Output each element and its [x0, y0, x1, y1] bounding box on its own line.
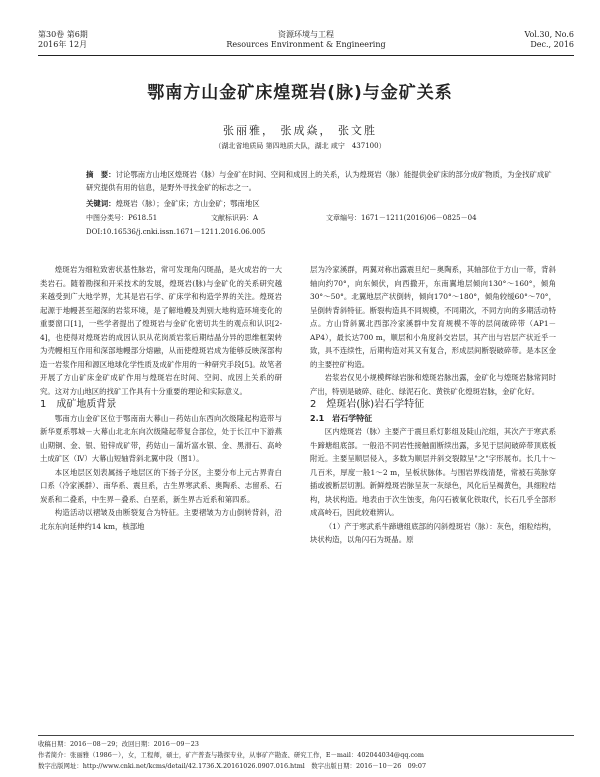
abstract [86, 168, 556, 194]
volume-issue-en: Vol.30, No.6 [524, 30, 574, 39]
author-bio: 作者简介：张丽雅（1986－），女，工程师，硕士，矿产普查与勘探专业，从事矿产勘查、研究工作，E－mail：402044034@qq.com [38, 751, 424, 759]
running-header [38, 28, 574, 54]
document-code: 文献标识码：A [211, 214, 259, 222]
journal-volume-en [524, 30, 574, 50]
subsection-2-1-heading: 2.1 岩石学特征 [310, 413, 373, 423]
volume-issue: 第30卷 第6期 [38, 30, 88, 39]
author-affiliation: （湖北省地质局 第四地质大队，湖北 咸宁 437100） [214, 142, 386, 150]
paragraph: 本区地层区划表属扬子地层区的下扬子分区，主要分布上元古界青白口系（冷家溪群）、南华系、震旦系，古生界寒武系、奥陶系、志留系、石炭系和二叠系，中生界－叠系、白垩系，新生界古近系和第四系。 [40, 467, 282, 504]
clc-number: 中图分类号：P618.51 [86, 214, 158, 222]
doi: DOI:10.16536/j.cnki.issn.1671－1211.2016.06.005 [86, 228, 266, 236]
left-column [40, 263, 282, 533]
journal-name-en: Resources Environment & Engineering [226, 40, 386, 49]
abstract-text: 讨论鄂南方山地区煌斑岩（脉）与金矿在时间、空间和成因上的关系，认为煌斑岩（脉）能提供金矿床的部分成矿物质，为金找矿成矿研究提供有用的信息，是野外寻找金矿的标志之一。 [86, 170, 552, 192]
paragraph: 层为冷家溪群，两翼对称出露震旦纪－奥陶系，其轴部位于方山一带，背斜轴向约70°，向东倾伏，向西撒开，东南翼地层倾向130°～160°，倾角30°～50°。北翼地层产状倒转，倾向170°～180°，倾角较缓60°～70°，呈倒转背斜特征。断裂构造具不同规模，不同期次，不同方向的多期活动特点。方山背斜翼北西部冷家溪群中发育规模不等的层间破碎带（AP1－AP4），最长达700 m，顺层和小角度斜交岩层，其产出与岩层产状近乎一致，具不连续性，后期构造对其又有复合，形成层间断裂破碎带。是本区金的主要控矿构造。 [310, 265, 556, 369]
header-divider [38, 55, 574, 56]
paper-authors: 张丽雅， 张成焱， 张文胜 [223, 124, 377, 137]
keywords-label: 关键词： [86, 199, 116, 208]
issue-date-en: Dec., 2016 [530, 40, 574, 49]
journal-name-cn: 资源环境与工程 [278, 30, 334, 39]
paragraph: 构造活动以褶皱及由断裂复合为特征。主要褶皱为方山倒转背斜，沿北东东向延伸约14 km，核部地 [40, 508, 282, 531]
online-publication: 数字出版网址：http://www.cnki.net/kcms/detail/42.1736.X.20161026.0907.016.html 数字出版日期：2016－10－26 09:07 [38, 762, 427, 770]
paragraph: （1）产于寒武系牛蹄塘组底部的闪斜煌斑岩（脉）：灰色，细粒结构，块状构造，以角闪石为斑晶。原 [310, 521, 556, 544]
received-date: 收稿日期：2016－08－29；改回日期：2016－09－23 [38, 740, 199, 748]
paragraph: 岩浆岩仅见小规模辉绿岩脉和煌斑岩脉出露，金矿化与煌斑岩脉常同时产出，特别是破碎、硅化、绿泥石化、黄铁矿化煌斑岩脉，金矿化好。 [310, 373, 556, 396]
keywords-text: 煌斑岩（脉）；金矿床；方山金矿；鄂南地区 [115, 199, 260, 208]
intro-paragraph: 煌斑岩为细粒致密状基性脉岩，常可发现角闪斑晶，是火成岩的一大类岩石。随着勘探和开采技术的发展，煌斑岩(脉)与金矿化的关系研究越来越受到广大地学界，尤其是岩石学、矿床学和构造学界的关注。煌斑岩起源于地幔甚至超深的岩浆环境，是了解地幔及判别大地构造环境变化的重要窗口[1]，一些学者提出了煌斑岩与金矿化密切共生的观点和认识[2-4]，也使得对煌斑岩的成因认识从花岗质岩浆后期结晶分异的思维框架转为壳幔相互作用和深部地幔部分熔融，从而使煌斑岩成为能够反映深部构造一岩浆作用和源区地球化学性质及成矿作用的一种研究手段[5]。故笔者开展了方山矿床金矿成矿作用与煌斑岩在时间、空间、成因上关系的研究。这对方山地区的找矿工作具有十分重要的理论和实际意义。 [40, 265, 282, 396]
issue-date: 2016年 12月 [38, 40, 88, 49]
keywords [86, 198, 556, 209]
right-column [310, 263, 556, 547]
section-1-heading: 1 成矿地质背景 [40, 399, 117, 410]
paper-title: 鄂南方山金矿床煌斑岩(脉)与金矿关系 [147, 83, 453, 103]
abstract-label: 摘 要： [86, 170, 116, 179]
section-2-heading: 2 煌斑岩(脉)岩石学特征 [310, 399, 425, 410]
paragraph: 区内煌斑岩（脉）主要产于震旦系灯影组及陡山沱组，其次产于寒武系牛蹄塘组底部。一般沿不同岩性接触面断续出露，多见于层间破碎带顶底板附近。主要呈顺层侵入，多数为顺层并斜交裂隙呈"之"字形展布。长几十～几百米，厚度一般1～2 m，呈板状脉体。与围岩界线清楚，常被石英脉穿插或被断层切割。新鲜煌斑岩脉呈灰一灰绿色，风化后呈褐黄色，具细粒结构，块状构造。地表由于次生蚀变，角闪石被氧化铁取代，长石几乎全部形成高岭石，因此较难辨认。 [310, 427, 556, 517]
article-number: 文章编号：1671－1211(2016)06－0825－04 [326, 214, 477, 222]
footnotes [38, 735, 574, 772]
journal-name [38, 30, 574, 50]
paragraph: 鄂南方山金矿区位于鄂南南大幕山－药姑山东西向次级隆起构造带与新华夏系鄂城－大幕山北北东向次级隆起带复合部位，处于长江中下游燕山期铜、金、银、铅锌成矿带，药姑山－蒲圻富水银、金、黑滑石、高岭土成矿区（Ⅳ）大幕山短轴背斜北翼中段（图1）。 [40, 413, 282, 463]
